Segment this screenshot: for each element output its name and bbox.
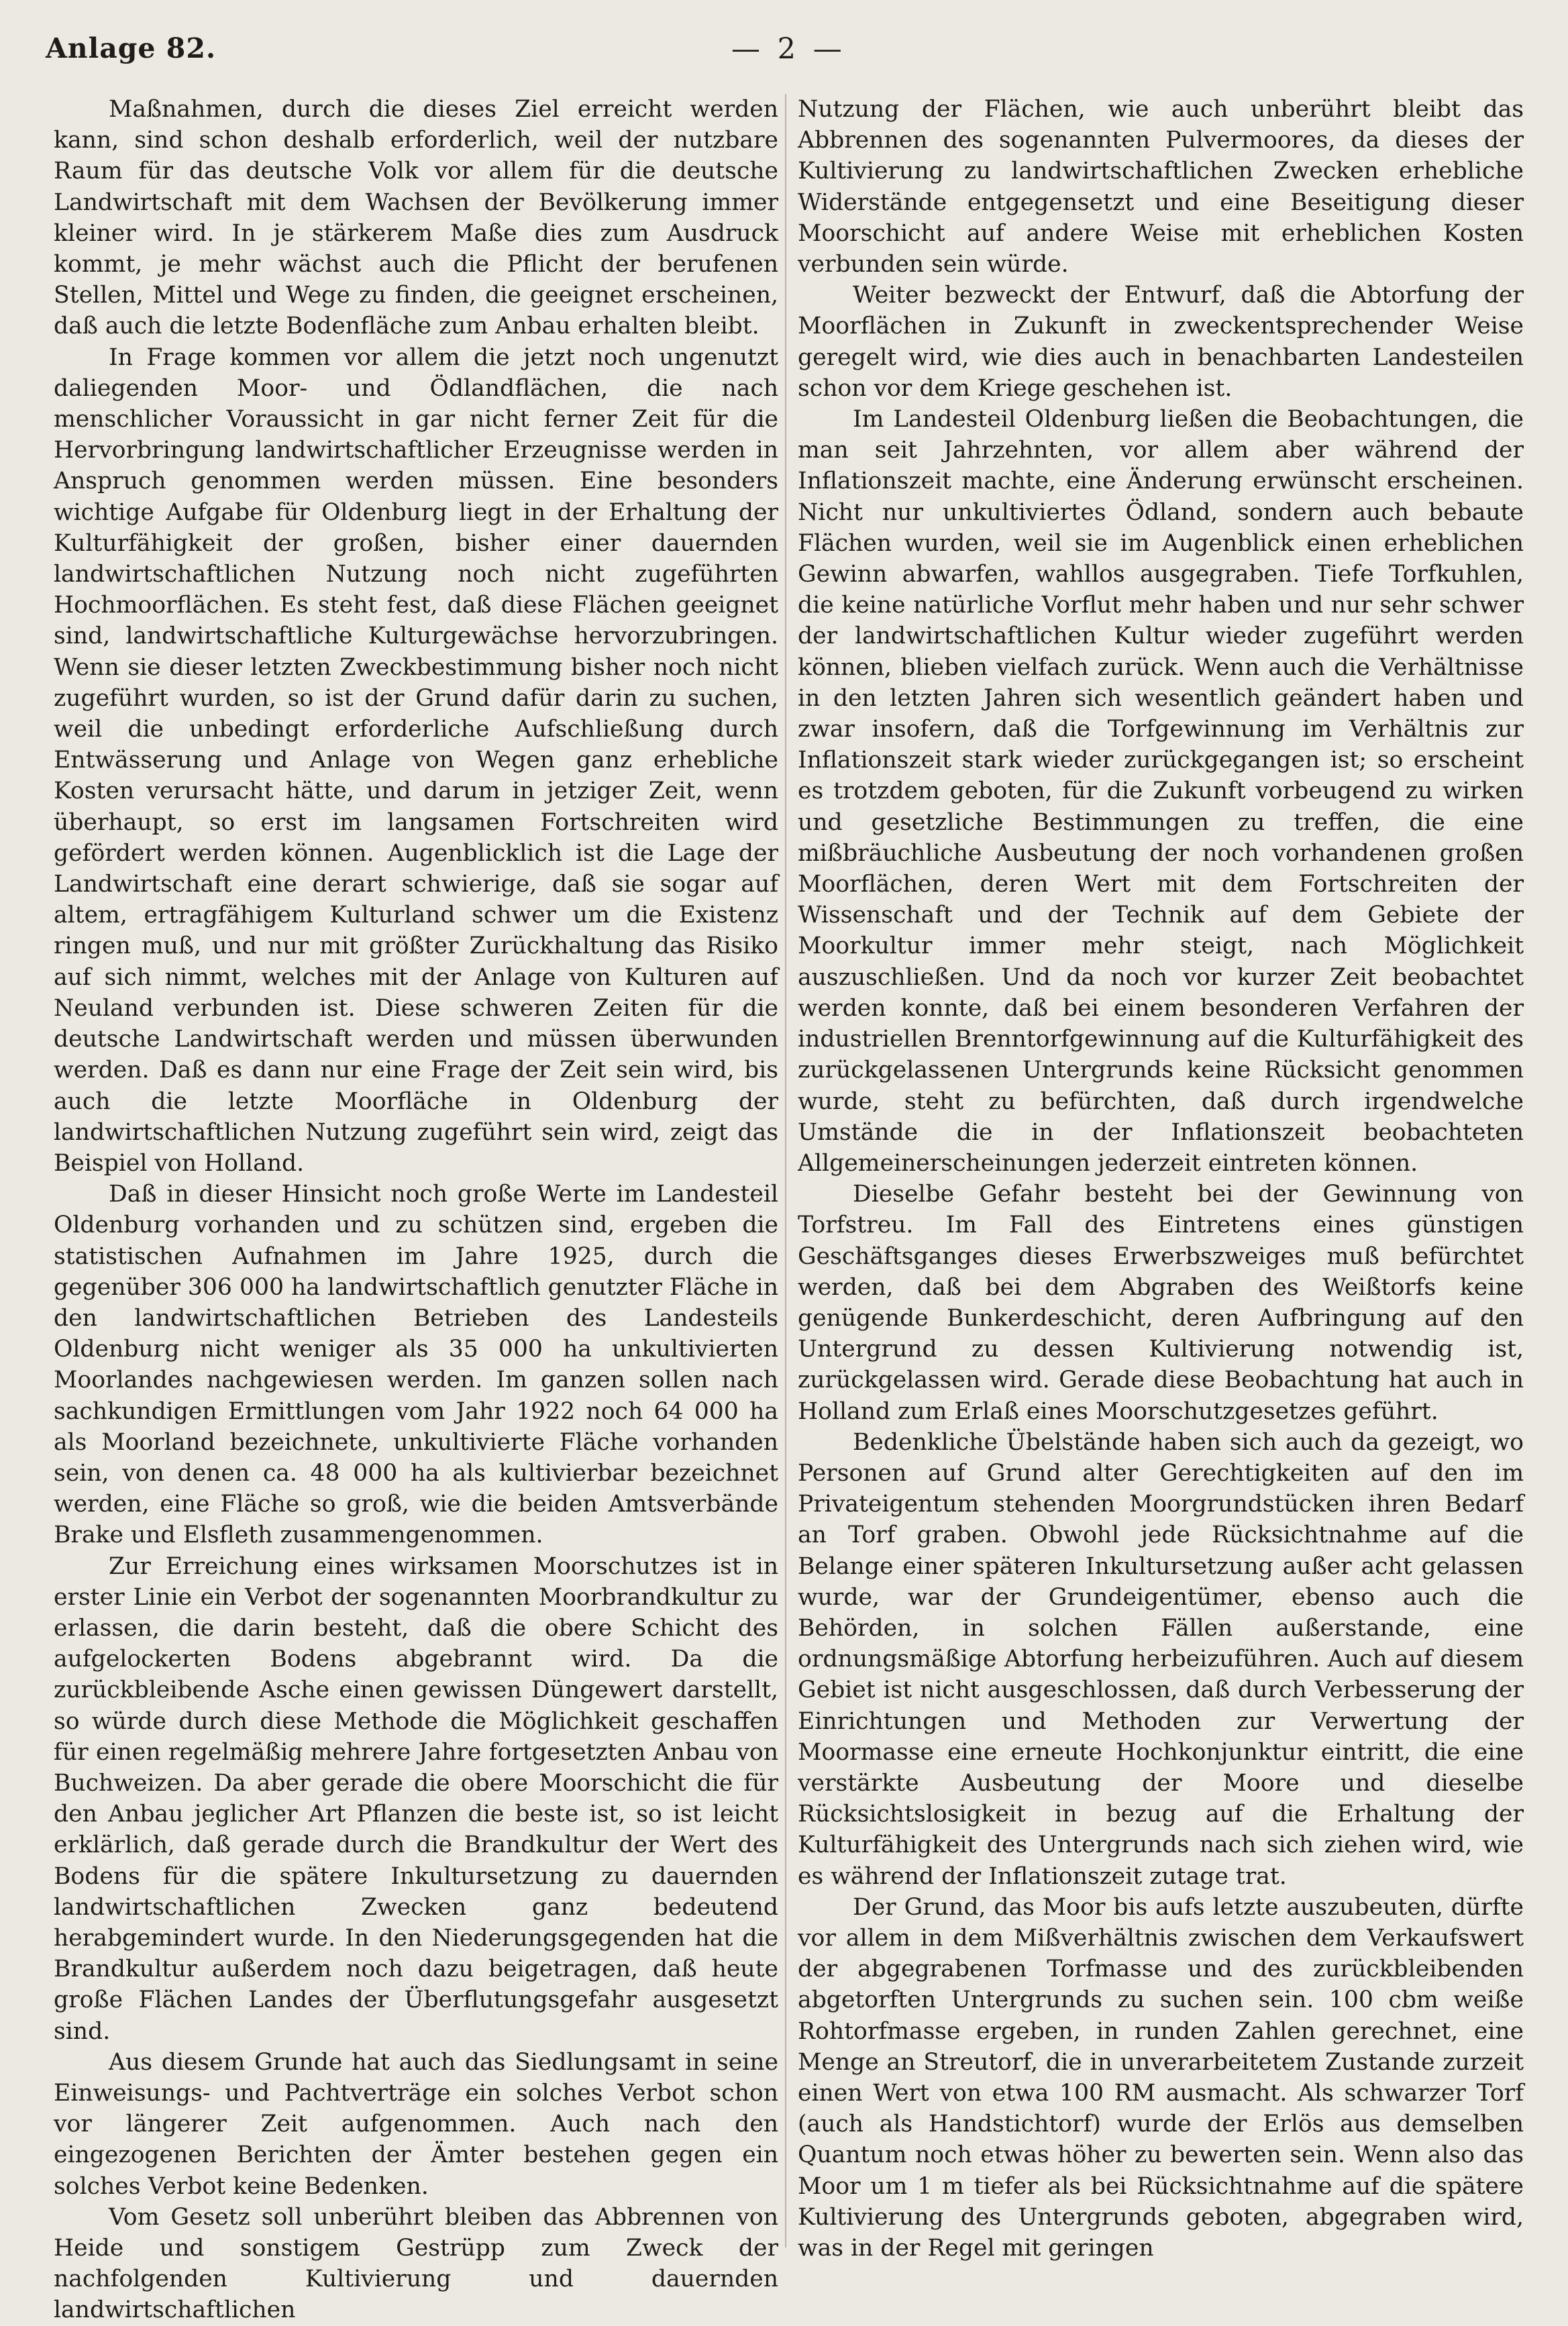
paragraph: Bedenkliche Übelstände haben sich auch da gezeigt, wo Personen auf Grund alter Gerechtigkeiten auf den im Privateigentum stehenden Moorgrundstücken ihren Bedarf an Torf graben. Obwohl jede Rücksichtnahme auf die Belange einer späteren Inkultursetzung außer acht gelassen wurde, war der Grundeigentümer, ebenso auch die Behörden, in solchen Fällen außerstande, eine ordnungsmäßige Abtorfung herbeizuführen. Auch auf diesem Gebiet ist nicht ausgeschlossen, daß durch Verbesserung der Einrichtungen und Methoden zur Verwertung der Moormasse eine erneute Hochkonjunktur eintritt, die eine verstärkte Ausbeutung der Moore und dieselbe Rücksichtslosigkeit in bezug auf die Erhaltung der Kulturfähigkeit des Untergrunds nach sich ziehen wird, wie es während der Inflationszeit zutage trat. [798, 1428, 1524, 1890]
paragraph: Nutzung der Flächen, wie auch unberührt bleibt das Abbrennen des sogenannten Pulvermoores, da dieses der Kultivierung zu landwirtschaftlichen Zwecken erhebliche Widerstände entgegensetzt und eine Beseitigung dieser Moorschicht auf andere Weise mit erheblichen Kosten verbunden sein würde. [798, 96, 1524, 278]
paragraph: Der Grund, das Moor bis aufs letzte auszubeuten, dürfte vor allem in dem Mißverhältnis zwischen dem Verkaufswert der abgegrabenen Torfmasse und des zurückbleibenden abgetorften Untergrunds zu suchen sein. 100 cbm weiße Rohtorfmasse ergeben, in runden Zahlen gerechnet, eine Menge an Streutorf, die in unverarbeitetem Zustande zurzeit einen Wert von etwa 100 RM ausmacht. Als schwarzer Torf (auch als Handstichtorf) wurde der Erlös aus demselben Quantum noch etwas höher zu bewerten sein. Wenn also das Moor um 1 m tiefer als bei Rücksichtnahme auf die spätere Kultivierung des Untergrunds geboten, abgegraben wird, was in der Regel mit geringen [798, 1893, 1524, 2262]
paragraph: Im Landesteil Oldenburg ließen die Beobachtungen, die man seit Jahrzehnten, vor allem aber während der Inflationszeit machte, eine Änderung erwünscht erscheinen. Nicht nur unkultiviertes Ödland, sondern auch bebaute Flächen wurden, weil sie im Augenblick einen erheblichen Gewinn abwarfen, wahllos ausgegraben. Tiefe Torfkuhlen, die keine natürliche Vorflut mehr haben und nur sehr schwer der landwirtschaftlichen Kultur wieder zugeführt werden können, blieben vielfach zurück. Wenn auch die Verhältnisse in den letzten Jahren sich wesentlich geändert haben und zwar insofern, daß die Torfgewinnung im Verhältnis zur Inflationszeit stark wieder zurückgegangen ist; so erscheint es trotzdem geboten, für die Zukunft vorbeugend zu wirken und gesetzliche Bestimmungen zu treffen, die eine mißbräuchliche Ausbeutung der noch vorhandenen großen Moorflächen, deren Wert mit dem Fortschreiten der Wissenschaft und der Technik auf dem Gebiete der Moorkultur immer mehr steigt, nach Möglichkeit auszuschließen. Und da noch vor kurzer Zeit beobachtet werden konnte, daß bei einem besonderen Verfahren der industriellen Brenntorfgewinnung auf die Kulturfähigkeit des zurückgelassenen Untergrunds keine Rücksicht genommen wurde, steht zu befürchten, daß durch irgendwelche Umstände die in der Inflationszeit beobachteten Allgemeinerscheinungen jederzeit eintreten können. [798, 406, 1524, 1177]
paragraph: Aus diesem Grunde hat auch das Siedlungsamt in seine Einweisungs- und Pachtverträge ein solches Verbot schon vor längerer Zeit aufgenommen. Auch nach den eingezogenen Berichten der Ämter bestehen gegen ein solches Verbot keine Bedenken. [54, 2048, 778, 2200]
page-number: — 2 — [731, 32, 846, 66]
right-column [798, 94, 1524, 2264]
paragraph: Dieselbe Gefahr besteht bei der Gewinnung von Torfstreu. Im Fall des Eintretens eines günstigen Geschäftsganges dieses Erwerbszweiges muß befürchtet werden, daß bei dem Abgraben des Weißtorfs keine genügende Bunkerdeschicht, deren Aufbringung auf den Untergrund zu dessen Kultivierung notwendig ist, zurückgelassen wird. Gerade diese Beobachtung hat auch in Holland zum Erlaß eines Moorschutzgesetzes geführt. [798, 1181, 1524, 1425]
paragraph: Weiter bezweckt der Entwurf, daß die Abtorfung der Moorflächen in Zukunft in zweckentsprechender Weise geregelt wird, wie dies auch in benachbarten Landesteilen schon vor dem Kriege geschehen ist. [798, 282, 1524, 402]
paragraph: Vom Gesetz soll unberührt bleiben das Abbrennen von Heide und sonstigem Gestrüpp zum Zweck der nachfolgenden Kultivierung und dauernden landwirtschaftlichen [54, 2203, 778, 2324]
paragraph: In Frage kommen vor allem die jetzt noch ungenutzt daliegenden Moor- und Ödlandflächen, die nach menschlicher Voraussicht in gar nicht ferner Zeit für die Hervorbringung landwirtschaftlicher Erzeugnisse werden in Anspruch genommen werden müssen. Eine besonders wichtige Aufgabe für Oldenburg liegt in der Erhaltung der Kulturfähigkeit der großen, bisher einer dauernden landwirtschaftlichen Nutzung noch nicht zugeführten Hochmoorflächen. Es steht fest, daß diese Flächen geeignet sind, landwirtschaftliche Kulturgewächse hervorzubringen. Wenn sie dieser letzten Zweckbestimmung bisher noch nicht zugeführt wurden, so ist der Grund dafür darin zu suchen, weil die unbedingt erforderliche Aufschließung durch Entwässerung und Anlage von Wegen ganz erhebliche Kosten verursacht hätte, und darum in jetziger Zeit, wenn überhaupt, so erst im langsamen Fortschreiten wird gefördert werden können. Augenblicklich ist die Lage der Landwirtschaft eine derart schwierige, daß sie sogar auf altem, ertragfähigem Kulturland schwer um die Existenz ringen muß, und nur mit größter Zurückhaltung das Risiko auf sich nimmt, welches mit der Anlage von Kulturen auf Neuland verbunden ist. Diese schweren Zeiten für die deutsche Landwirtschaft werden und müssen überwunden werden. Daß es dann nur eine Frage der Zeit sein wird, bis auch die letzte Moorfläche in Oldenburg der landwirtschaftlichen Nutzung zugeführt sein wird, zeigt das Beispiel von Holland. [54, 343, 778, 1177]
paragraph: Zur Erreichung eines wirksamen Moorschutzes ist in erster Linie ein Verbot der sogenannten Moorbrandkultur zu erlassen, die darin besteht, daß die obere Schicht des aufgelockerten Bodens abgebrannt wird. Da die zurückbleibende Asche einen gewissen Düngewert darstellt, so würde durch diese Methode die Möglichkeit geschaffen für einen regelmäßig mehrere Jahre fortgesetzten Anbau von Buchweizen. Da aber gerade die obere Moorschicht die für den Anbau jeglicher Art Pflanzen die beste ist, so ist leicht erklärlich, daß gerade durch die Brandkultur der Wert des Bodens für die spätere Inkultursetzung zu dauernden landwirtschaftlichen Zwecken ganz bedeutend herabgemindert wurde. In den Niederungsgegenden hat die Brandkultur außerdem noch dazu beigetragen, daß heute große Flächen Landes der Überflutungsgefahr ausgesetzt sind. [54, 1552, 778, 2045]
annex-label: Anlage 82. [46, 32, 217, 64]
column-divider [785, 94, 786, 2248]
paragraph: Daß in dieser Hinsicht noch große Werte im Landesteil Oldenburg vorhanden und zu schützen sind, ergeben die statistischen Aufnahmen im Jahre 1925, durch die gegenüber 306 000 ha landwirtschaftlich genutzter Fläche in den landwirtschaftlichen Betrieben des Landesteils Oldenburg nicht weniger als 35 000 ha unkultivierten Moorlandes nachgewiesen werden. Im ganzen sollen nach sachkundigen Ermittlungen vom Jahr 1922 noch 64 000 ha als Moorland bezeichnete, unkultivierte Fläche vorhanden sein, von denen ca. 48 000 ha als kultivierbar bezeichnet werden, eine Fläche so groß, wie die beiden Amtsverbände Brake und Elsfleth zusammengenommen. [54, 1181, 778, 1549]
left-column [54, 94, 778, 2326]
paragraph: Maßnahmen, durch die dieses Ziel erreicht werden kann, sind schon deshalb erforderlich, weil der nutzbare Raum für das deutsche Volk vor allem für die deutsche Landwirtschaft mit dem Wachsen der Bevölkerung immer kleiner wird. In je stärkerem Maße dies zum Ausdruck kommt, je mehr wächst auch die Pflicht der berufenen Stellen, Mittel und Wege zu finden, die geeignet erscheinen, daß auch die letzte Bodenfläche zum Anbau erhalten bleibt. [54, 96, 778, 340]
